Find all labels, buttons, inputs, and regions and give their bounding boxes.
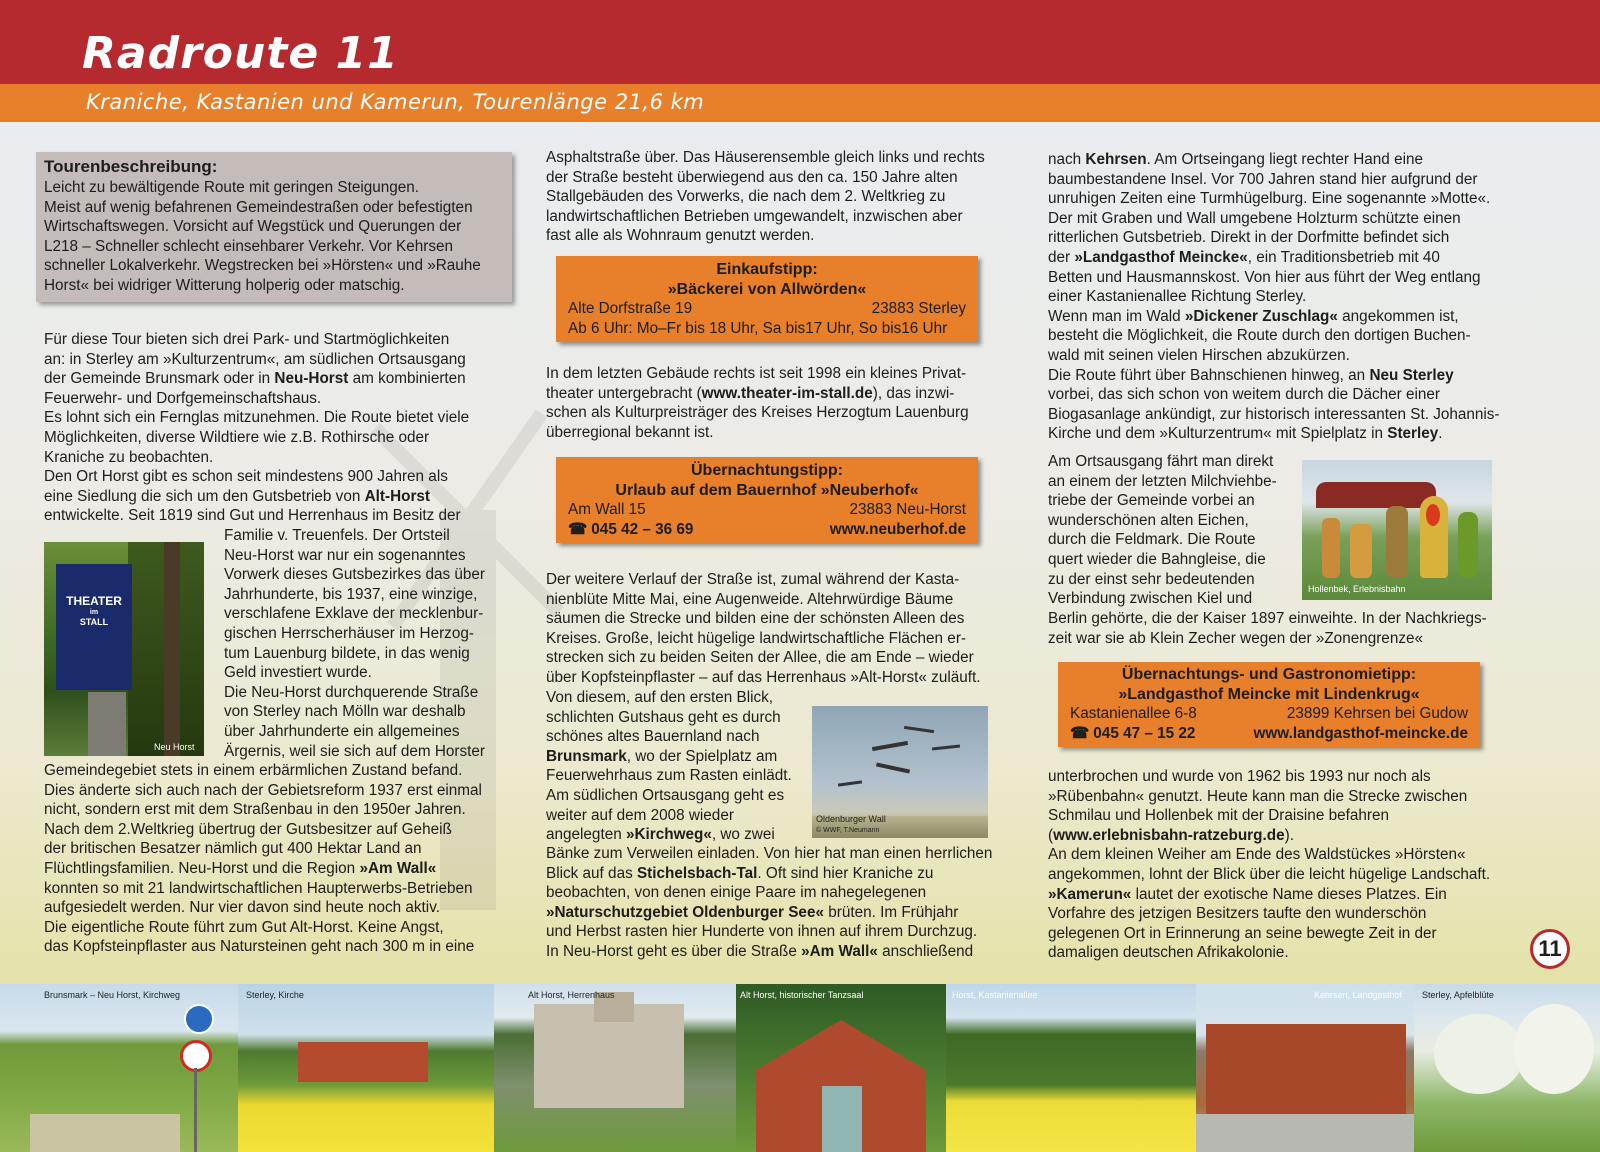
text-line: (www.erlebnisbahn-ratzeburg.de).	[1048, 826, 1294, 844]
tip-name: »Bäckerei von Allwörden«	[667, 280, 867, 298]
text-line: durch die Feldmark. Die Route	[1048, 531, 1256, 549]
shopping-tip-box	[556, 256, 978, 342]
text-line: nicht, sondern erst mit dem Straßenbau in den 1950er Jahren.	[44, 801, 466, 819]
strip-photo-herrenhaus	[494, 984, 736, 1152]
text-line: der »Landgasthof Meincke«, ein Traditionsbetrieb mit 40	[1048, 248, 1440, 266]
text-line: wunderschönen alten Eichen,	[1048, 511, 1249, 529]
text-line: triebe der Gemeinde vorbei an	[1048, 492, 1255, 510]
tip-label: Einkaufstipp:	[716, 261, 818, 278]
theater-sign: THEATER im STALL	[56, 564, 132, 690]
text-line: Für diese Tour bieten sich drei Park- und Startmöglichkeiten	[44, 331, 450, 348]
photo-caption: Neu Horst	[154, 742, 195, 752]
tip-city: 23883 Sterley	[871, 300, 966, 318]
strip-photo-kastanienallee	[946, 984, 1196, 1152]
text-line: an: in Sterley am »Kulturzentrum«, am südlichen Ortsausgang	[44, 350, 466, 368]
photo-caption: Hollenbek, Erlebnisbahn	[1308, 584, 1406, 594]
strip-photo-kirchweg	[0, 984, 238, 1152]
tip-label: Übernachtungs- und Gastronomietipp:	[1121, 666, 1417, 683]
strip-caption: Sterley, Apfelblüte	[1422, 990, 1494, 1000]
desc-line: L218 – Schneller schlecht einsehbarer Verkehr. Vor Kehrsen	[44, 237, 454, 255]
column-2-wrap	[546, 688, 816, 845]
strip-photo-landgasthof	[1196, 984, 1414, 1152]
text-line: unruhigen Zeiten eine Turmhügelburg. Eine sogenannte »Motte«.	[1048, 190, 1491, 208]
place-neu-sterley: Neu Sterley	[1369, 366, 1454, 384]
tip-city: 23899 Kehrsen bei Gudow	[1286, 705, 1468, 723]
text-line: an einem der letzten Milchviehbe-	[1048, 472, 1277, 490]
photo-hollenbek-erlebnisbahn	[1302, 460, 1492, 600]
tip-label: Übernachtungstipp:	[691, 462, 843, 479]
desc-line: Wirtschaftswegen. Vorsicht auf Wegstück und Querungen der	[44, 218, 462, 236]
column-2-top	[546, 148, 1006, 246]
text-line: zu der einst sehr bedeutenden	[1048, 570, 1255, 588]
strip-caption: Alt Horst, historischer Tanzsaal	[740, 990, 864, 1000]
text-line: Die Route führt über Bahnschienen hinweg, an Neu Sterley	[1048, 366, 1454, 384]
desc-line: Leicht zu bewältigende Route mit geringen Steigungen.	[44, 179, 420, 196]
column-3-bottom	[1048, 767, 1508, 963]
text-line: landwirtschaftlichen Betrieben umgewandelt, inzwischen aber	[546, 207, 963, 225]
text-line: Gemeindegebiet stets in einem erbärmlichen Zustand befand.	[44, 762, 463, 779]
text-line: säumen die Strecke und bilden eine der schönsten Alleen des	[546, 610, 965, 628]
text-line: schlichten Gutshaus geht es durch	[546, 708, 781, 726]
column-3-top	[1048, 150, 1508, 444]
text-line: theater untergebracht (www.theater-im-stall.de), das inzwi-	[546, 384, 955, 402]
text-line: Vorfahre des jetzigen Besitzers taufte den wunderschön	[1048, 905, 1427, 923]
photo-credit: © WWF, T.Neumann	[816, 827, 880, 834]
text-line: strecken sich zu beiden Seiten der Allee, die am Ende – wieder	[546, 649, 974, 667]
place-kamerun: »Kamerun«	[1048, 885, 1132, 903]
text-line: weiter auf dem 2008 wieder	[546, 806, 734, 824]
place-landgasthof: »Landgasthof Meincke«	[1074, 248, 1248, 266]
text-line: Biogasanlage ankündigt, zur historisch interessanten St. Johannis-	[1048, 405, 1500, 423]
text-line: verschlafene Exklave der mecklenbur-	[224, 605, 484, 623]
desc-line: schneller Lokalverkehr. Wegstrecken bei »Hörsten« und »Rauhe	[44, 257, 481, 275]
text-line: gischen Herrscherhäuser im Herzog-	[224, 624, 474, 642]
text-line: überregional bekannt ist.	[546, 423, 714, 441]
tip-web-link[interactable]: www.neuberhof.de	[829, 520, 966, 538]
text-line: baumbestandene Insel. Vor 700 Jahren stand hier aufgrund der	[1048, 170, 1478, 188]
column-1-wrap	[224, 526, 504, 761]
text-line: »Naturschutzgebiet Oldenburger See« brüten. Im Frühjahr	[546, 903, 959, 921]
text-line: Der mit Graben und Wall umgebene Holzturm schützte einen	[1048, 209, 1461, 227]
place-neu-horst: Neu-Horst	[274, 370, 349, 388]
place-am-wall: »Am Wall«	[801, 942, 878, 960]
text-line: aufgesiedelt werden. Nur vier davon sind heute noch aktiv.	[44, 899, 440, 917]
strip-photo-apfelbluete	[1414, 984, 1600, 1152]
text-line: Ärgernis, weil sie sich auf dem Horster	[224, 742, 485, 760]
text-line: Möglichkeiten, diverse Wildtiere wie z.B. Rothirsche oder	[44, 428, 430, 446]
text-line: Kraniche zu beobachten.	[44, 448, 214, 466]
tip-web-link[interactable]: www.landgasthof-meincke.de	[1253, 724, 1468, 742]
page-title: Radroute 11	[82, 28, 399, 79]
text-line: über Kopfsteinpflaster – auf das Herrenhaus »Alt-Horst« zuläuft.	[546, 668, 981, 686]
text-line: einer Kastanienallee Richtung Sterley.	[1048, 288, 1307, 306]
text-line: der Gemeinde Brunsmark oder in Neu-Horst am kombinierten	[44, 370, 466, 388]
tip-address: Am Wall 15	[568, 501, 646, 519]
text-line: Neu-Horst war nur ein sogenanntes	[224, 546, 466, 564]
photo-caption: Oldenburger Wall	[816, 814, 886, 824]
text-line: damaligen deutschen Afrikakolonie.	[1048, 944, 1289, 962]
text-line: besteht die Möglichkeit, die Route durch den dortigen Buchen-	[1048, 327, 1471, 345]
text-line: Nach dem 2.Weltkrieg übertrug der Gutsbesitzer auf Geheiß	[44, 820, 452, 838]
text-line: Familie v. Treuenfels. Der Ortsteil	[224, 527, 450, 544]
text-line: Flüchtlingsfamilien. Neu-Horst und die Region »Am Wall«	[44, 859, 437, 877]
text-line: Verbindung zwischen Kiel und	[1048, 590, 1253, 608]
place-stichelsbach-tal: Stichelsbach-Tal	[636, 864, 758, 882]
column-2-theater	[546, 364, 1006, 442]
text-line: konnten so mit 21 landwirtschaftlichen Haupterwerbs-Betrieben	[44, 879, 473, 897]
strip-caption: Kehrsen, Landgasthof	[1314, 990, 1403, 1000]
text-line: Berlin gehörte, die der Kaiser 1897 einweihte. In der Nachkriegs-	[1048, 610, 1487, 627]
place-am-wall: »Am Wall«	[359, 859, 437, 877]
column-2-bottom	[546, 844, 1006, 962]
place-kehrsen: Kehrsen	[1085, 151, 1147, 168]
place-sterley: Sterley	[1387, 425, 1439, 443]
text-line: Brunsmark, wo der Spielplatz am	[546, 747, 778, 765]
text-line: unterbrochen und wurde von 1962 bis 1993 nur noch als	[1048, 768, 1431, 785]
erlebnisbahn-link[interactable]: www.erlebnisbahn-ratzeburg.de	[1053, 826, 1285, 844]
strip-caption: Brunsmark – Neu Horst, Kirchweg	[44, 990, 181, 1000]
desc-line: Meist auf wenig befahrenen Gemeindestraßen oder befestigten	[44, 198, 473, 216]
text-line: zeit war sie ab Klein Zecher wegen der »Zonengrenze«	[1048, 629, 1423, 647]
text-line: quert wieder die Bahngleise, die	[1048, 550, 1266, 568]
text-line: nienblüte Mitte Mai, eine Augenweide. Altehrwürdige Bäume	[546, 590, 954, 608]
strip-photo-kirche	[238, 984, 494, 1152]
tip-name: »Landgasthof Meincke mit Lindenkrug«	[1118, 685, 1420, 703]
page-number: 11	[1530, 929, 1570, 969]
text-line: schen als Kulturpreisträger des Kreises Herzogtum Lauenburg	[546, 404, 969, 422]
text-line: Der weitere Verlauf der Straße ist, zumal während der Kasta-	[546, 571, 960, 588]
place-alt-horst: Alt-Horst	[364, 487, 431, 505]
text-line: nach Kehrsen. Am Ortseingang liegt rechter Hand eine	[1048, 151, 1423, 168]
page-subtitle: Kraniche, Kastanien und Kamerun, Tourenlänge 21,6 km	[86, 90, 705, 114]
place-kirchweg: »Kirchweg«	[625, 826, 712, 844]
tip-name: Urlaub auf dem Bauernhof »Neuberhof«	[615, 481, 919, 499]
text-line: ritterlichen Gutsbetrieb. Direkt in der Dorfmitte befindet sich	[1048, 229, 1450, 247]
text-line: fast alle als Wohnraum genutzt werden.	[546, 227, 815, 245]
text-line: Es lohnt sich ein Fernglas mitzunehmen. Die Route bietet viele	[44, 409, 470, 427]
text-line: beobachten, von denen einige Paare im nahegelegenen	[546, 884, 927, 902]
strip-photo-tanzsaal	[736, 984, 946, 1152]
column-1-top	[44, 330, 504, 526]
column-2-middle	[546, 570, 1006, 688]
desc-line: Horst« bei widriger Witterung holperig oder matschig.	[44, 276, 405, 294]
column-3-middle	[1048, 609, 1508, 648]
text-line: vorbei, das sich schon von weitem durch die Dächer einer	[1048, 386, 1440, 404]
text-line: über Jahrhunderte ein allgemeines	[224, 722, 460, 740]
gastronomy-tip-box	[1058, 662, 1480, 747]
tip-phone: ☎ 045 47 – 15 22	[1070, 724, 1196, 742]
text-line: schönes altes Bauernland nach	[546, 728, 760, 746]
text-line: Von diesem, auf den ersten Blick,	[546, 689, 774, 706]
accommodation-tip-box	[556, 457, 978, 543]
text-line: Am südlichen Ortsausgang geht es	[546, 786, 785, 804]
photo-cranes	[812, 706, 988, 838]
tour-description-box	[36, 152, 512, 302]
tip-address: Kastanienallee 6-8	[1070, 705, 1197, 723]
strip-caption: Horst, Kastanienallee	[952, 990, 1038, 1000]
text-line: von Sterley nach Mölln war deshalb	[224, 703, 466, 721]
text-line: Geld investiert wurde.	[224, 664, 372, 682]
text-line: Bänke zum Verweilen einladen. Von hier hat man einen herrlichen	[546, 845, 993, 862]
tip-hours: Ab 6 Uhr: Mo–Fr bis 18 Uhr, Sa bis17 Uhr, So bis16 Uhr	[568, 319, 948, 337]
text-line: Feuerwehrhaus zum Rasten einlädt.	[546, 767, 792, 785]
text-line: das Kopfsteinpflaster aus Natursteinen geht nach 300 m in eine	[44, 938, 475, 956]
text-line: An dem kleinen Weiher am Ende des Waldstückes »Hörsten«	[1048, 846, 1466, 864]
tip-phone: ☎ 045 42 – 36 69	[568, 520, 694, 538]
text-line: Am Ortsausgang fährt man direkt	[1048, 453, 1274, 470]
text-line: Kirche und dem »Kulturzentrum« mit Spielplatz in Sterley.	[1048, 425, 1443, 443]
text-line: In Neu-Horst geht es über die Straße »Am Wall« anschließend	[546, 942, 974, 960]
tip-address: Alte Dorfstraße 19	[568, 300, 693, 318]
text-line: Betten und Hausmannskost. Von hier aus führt der Weg entlang	[1048, 268, 1481, 286]
column-1-bottom	[44, 761, 514, 957]
text-line: Jahrhunderte, bis 1937, eine winzige,	[224, 585, 478, 603]
text-line: tum Lauenburg bildete, in das wenig	[224, 644, 470, 662]
text-line: Schmilau und Hollenbek mit der Draisine befahren	[1048, 807, 1389, 825]
text-line: In dem letzten Gebäude rechts ist seit 1998 ein kleines Privat-	[546, 365, 967, 382]
text-line: Dies änderte sich auch nach der Gebietsreform 1937 erst einmal	[44, 781, 482, 799]
place-naturschutzgebiet: »Naturschutzgebiet Oldenburger See«	[546, 903, 824, 921]
text-line: Kreises. Große, leicht hügelige landwirtschaftliche Flächen er-	[546, 629, 967, 647]
text-line: Wenn man im Wald »Dickener Zuschlag« angekommen ist,	[1048, 307, 1459, 325]
text-line: der Straße besteht überwiegend aus den ca. 150 Jahre alten	[546, 168, 958, 186]
text-line: Stallgebäuden des Vorwerks, die nach dem 2. Weltkrieg zu	[546, 188, 946, 206]
text-line: eine Siedlung die sich um den Gutsbetrieb von Alt-Horst	[44, 487, 431, 505]
text-line: der britischen Besatzer nämlich gut 400 Hektar Land an	[44, 840, 422, 858]
place-brunsmark: Brunsmark	[546, 747, 627, 765]
tip-city: 23883 Neu-Horst	[849, 501, 966, 519]
text-line: »Rübenbahn« genutzt. Heute kann man die Strecke zwischen	[1048, 787, 1468, 805]
photo-theater-im-stall	[44, 542, 204, 756]
text-line: Feuerwehr- und Dorfgemeinschaftshaus.	[44, 389, 322, 407]
theater-link[interactable]: www.theater-im-stall.de	[701, 384, 873, 402]
text-line: und Herbst rasten hier Hunderte von ihnen auf ihrem Durchzug.	[546, 923, 978, 941]
text-line: »Kamerun« lautet der exotische Name dieses Platzes. Ein	[1048, 885, 1447, 903]
strip-caption: Sterley, Kirche	[246, 990, 304, 1000]
column-3-wrap	[1048, 452, 1298, 609]
strip-caption: Alt Horst, Herrenhaus	[528, 990, 615, 1000]
text-line: Die Neu-Horst durchquerende Straße	[224, 683, 479, 701]
text-line: Die eigentliche Route führt zum Gut Alt-Horst. Keine Angst,	[44, 918, 444, 936]
tour-description-title: Tourenbeschreibung:	[44, 157, 218, 176]
text-line: wald mit seinen vielen Hirschen abzukürzen.	[1048, 346, 1350, 364]
text-line: Vorwerk dieses Gutsbezirkes das über	[224, 566, 486, 584]
text-line: angelegten »Kirchweg«, wo zwei	[546, 826, 775, 844]
text-line: Den Ort Horst gibt es schon seit mindestens 900 Jahren als	[44, 468, 448, 486]
text-line: entwickelte. Seit 1819 sind Gut und Herrenhaus im Besitz der	[44, 507, 461, 525]
place-dickener-zuschlag: »Dickener Zuschlag«	[1184, 307, 1338, 325]
text-line: Blick auf das Stichelsbach-Tal. Oft sind hier Kraniche zu	[546, 864, 934, 882]
text-line: angekommen, lohnt der Blick über die leicht hügelige Landschaft.	[1048, 865, 1491, 883]
text-line: gelegenen Ort in Erinnerung an seine bewegte Zeit in der	[1048, 924, 1437, 942]
text-line: Asphaltstraße über. Das Häuserensemble gleich links und rechts	[546, 149, 985, 166]
